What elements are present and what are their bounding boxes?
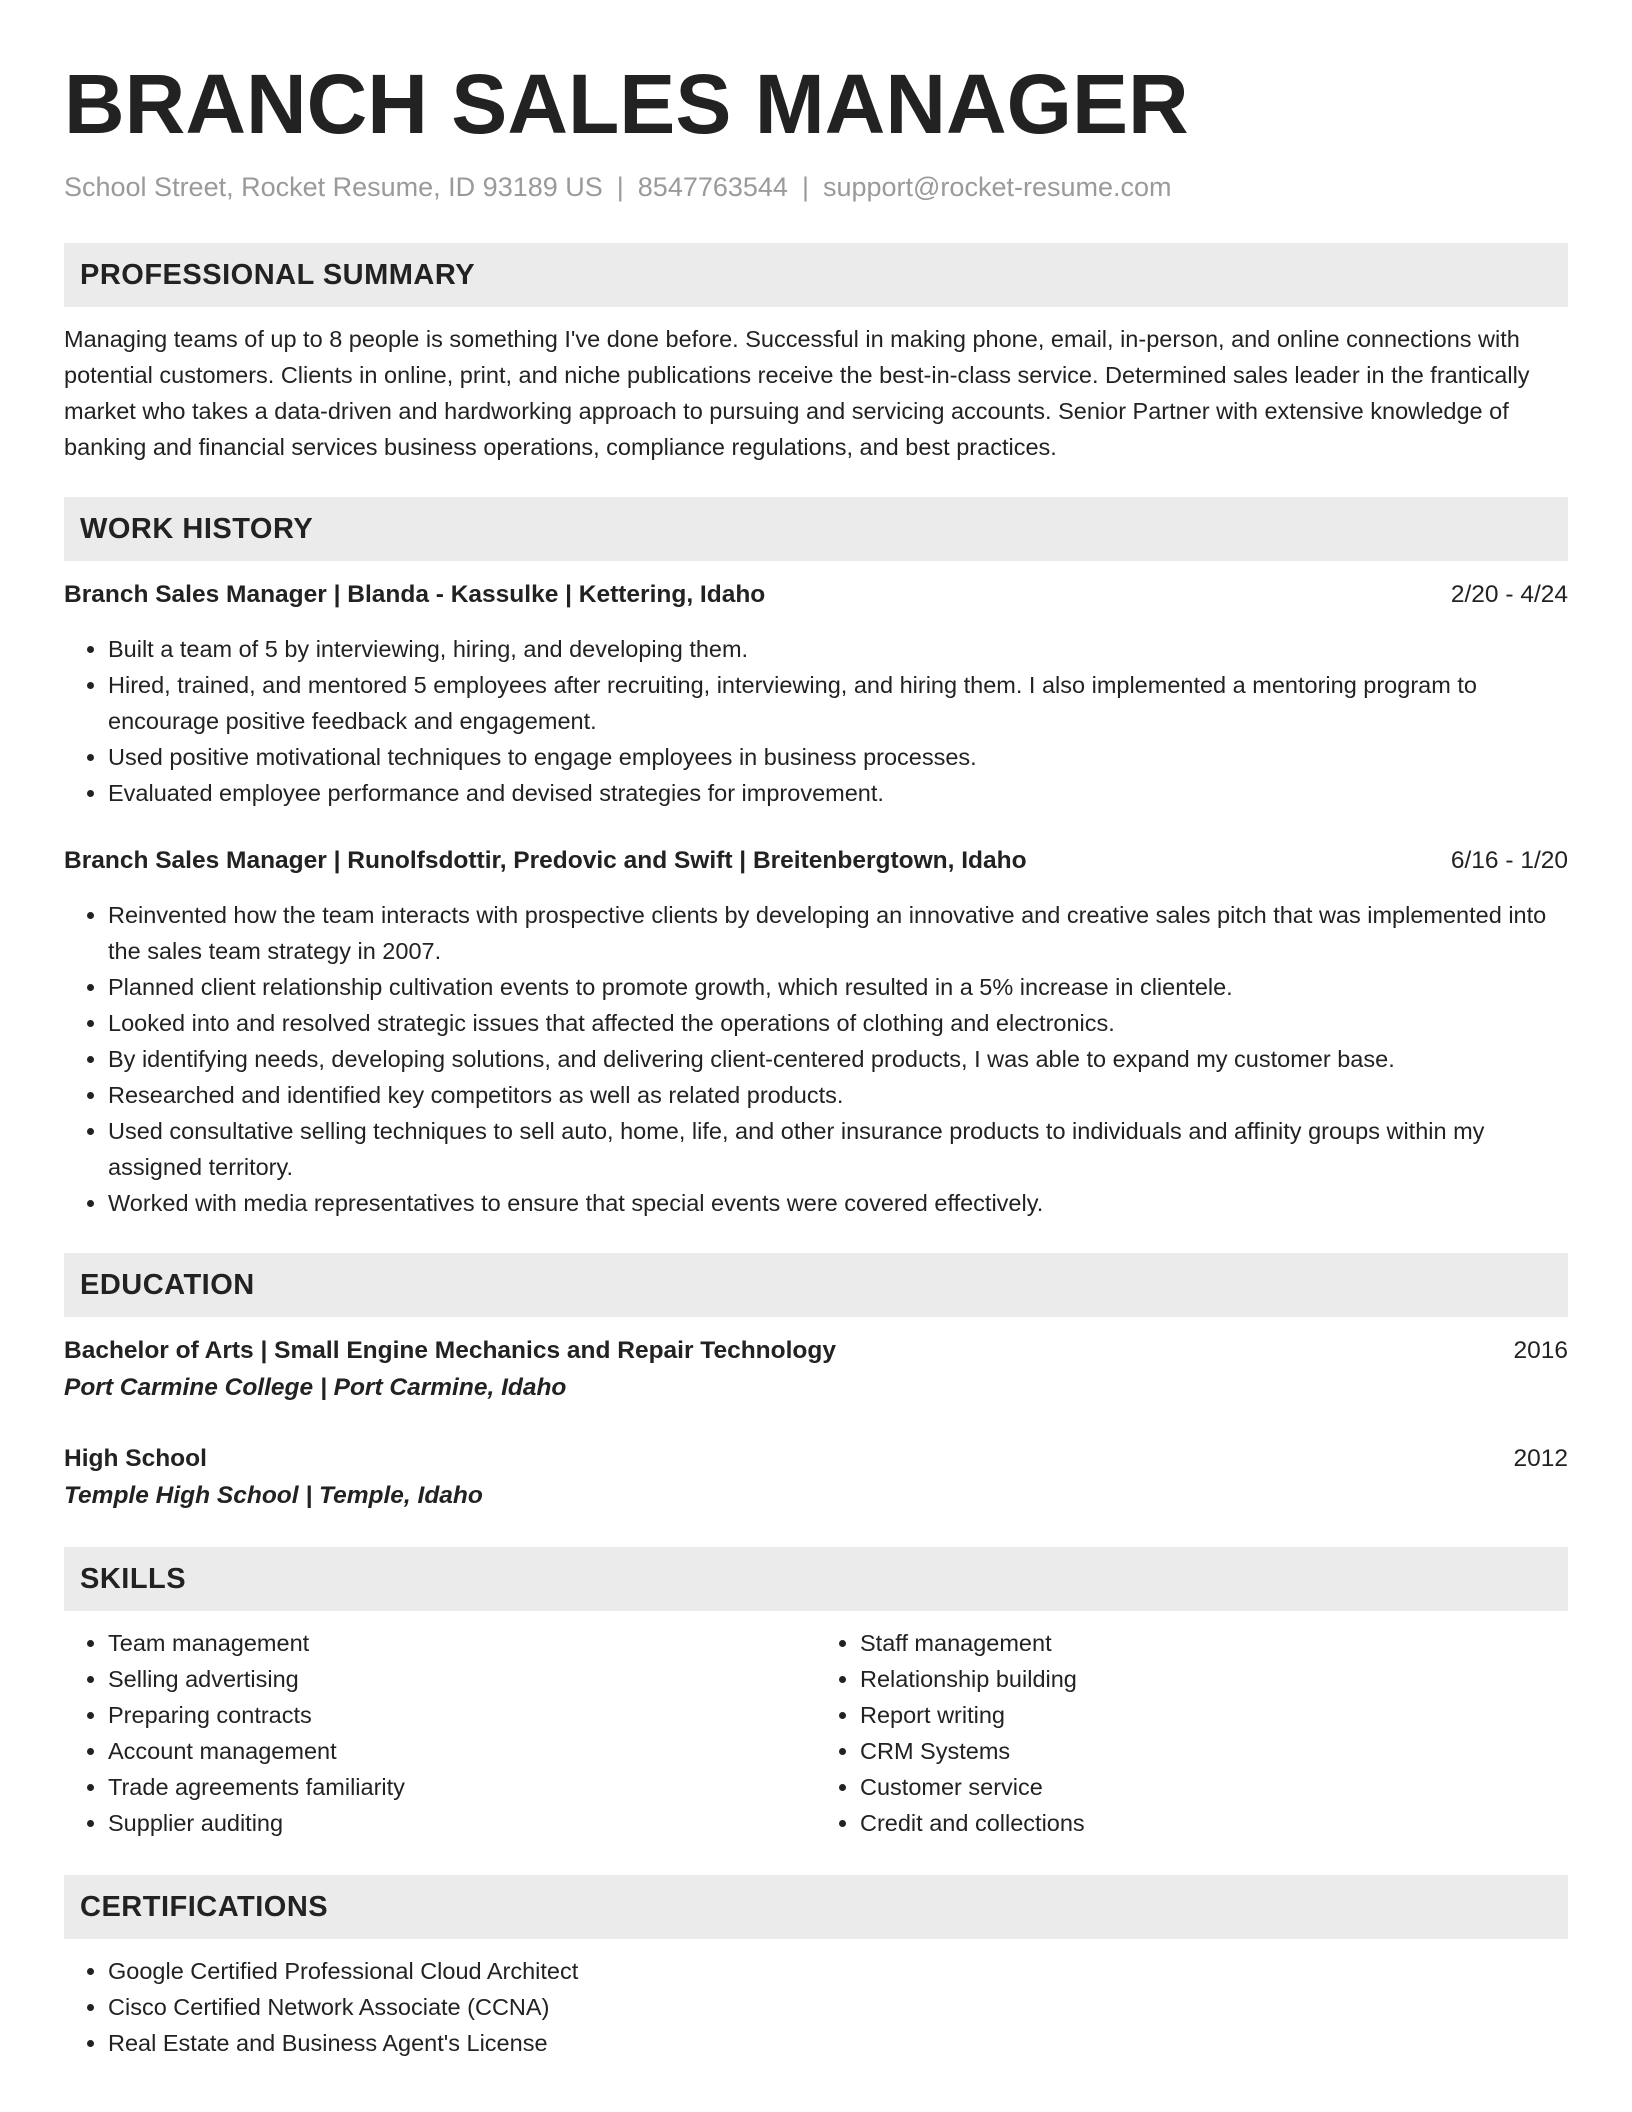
skills-grid [64,1625,1568,1841]
certification-item: • Google Certified Professional Cloud Architect [108,1953,1568,1989]
job-bullet: • By identifying needs, developing solutions, and delivering client-centered products, I was able to expand my customer base. [108,1041,1568,1077]
work-history-heading: WORK HISTORY [64,497,1568,561]
job-title: Branch Sales Manager | Blanda - Kassulke | Kettering, Idaho [64,581,766,608]
certifications-list [64,1953,1568,2061]
skill-item: • Supplier auditing [108,1805,816,1841]
summary-heading: PROFESSIONAL SUMMARY [64,243,1568,307]
skill-item: • Relationship building [860,1661,1568,1697]
skill-item: • Customer service [860,1769,1568,1805]
contact-separator: | [801,172,809,202]
skill-item: • Preparing contracts [108,1697,816,1733]
skill-item: • Report writing [860,1697,1568,1733]
contact-email: support@rocket-resume.com [822,172,1172,202]
skills-heading: SKILLS [64,1547,1568,1611]
job-header [64,577,1568,613]
skill-item: • CRM Systems [860,1733,1568,1769]
job-bullet: • Reinvented how the team interacts with prospective clients by developing an innovative and creative sales pitch that was implemented into the sales team strategy in 2007. [108,897,1568,969]
job-dates: 2/20 - 4/24 [1450,581,1568,608]
education-degree: High School [64,1445,207,1472]
education-year: 2016 [1513,1337,1568,1364]
job-bullets [64,897,1568,1221]
job-entry [64,843,1568,1221]
job-dates: 6/16 - 1/20 [1450,847,1568,874]
contact-line [64,170,1568,204]
education-header [64,1333,1568,1369]
job-bullet: • Hired, trained, and mentored 5 employees after recruiting, interviewing, and hiring them. I also implemented a mentoring program to encourage positive feedback and engagement. [108,667,1568,739]
skills-list-right [816,1625,1568,1841]
contact-separator: | [616,172,624,202]
skill-item: • Trade agreements familiarity [108,1769,816,1805]
job-bullet: • Worked with media representatives to ensure that special events were covered effectively. [108,1185,1568,1221]
skill-item: • Credit and collections [860,1805,1568,1841]
education-entry [64,1333,1568,1407]
summary-text: Managing teams of up to 8 people is something I've done before. Successful in making phone, email, in-person, and online connections with potential customers. Clients in online, print, and niche publications receive the best-in-class service. Determined sales leader in the frantically market who takes a data-driven and hardworking approach to pursuing and servicing accounts. Senior Partner with extensive knowledge of banking and financial services business operations, compliance regulations, and best practices. [64,326,1530,460]
certification-item: • Cisco Certified Network Associate (CCNA) [108,1989,1568,2025]
skill-item: • Staff management [860,1625,1568,1661]
job-bullet: • Used consultative selling techniques to sell auto, home, life, and other insurance products to individuals and affinity groups within my assigned territory. [108,1113,1568,1185]
job-bullet: • Evaluated employee performance and devised strategies for improvement. [108,775,1568,811]
education-heading: EDUCATION [64,1253,1568,1317]
skill-item: • Account management [108,1733,816,1769]
skills-list-left [64,1625,816,1841]
education-school: Temple High School | Temple, Idaho [64,1482,483,1509]
job-bullets [64,631,1568,811]
education-year: 2012 [1513,1445,1568,1472]
job-bullet: • Researched and identified key competitors as well as related products. [108,1077,1568,1113]
certification-item: • Real Estate and Business Agent's License [108,2025,1568,2061]
certifications-heading: CERTIFICATIONS [64,1875,1568,1939]
skill-item: • Selling advertising [108,1661,816,1697]
contact-phone: 8547763544 [637,172,788,202]
job-entry [64,577,1568,811]
education-header [64,1441,1568,1477]
job-header [64,843,1568,879]
contact-address: School Street, Rocket Resume, ID 93189 US [64,172,603,202]
resume-title: BRANCH SALES MANAGER [64,57,1189,151]
education-school: Port Carmine College | Port Carmine, Idaho [64,1374,567,1401]
job-bullet: • Planned client relationship cultivation events to promote growth, which resulted in a 5% increase in clientele. [108,969,1568,1005]
education-entry [64,1441,1568,1515]
skill-item: • Team management [108,1625,816,1661]
job-bullet: • Built a team of 5 by interviewing, hiring, and developing them. [108,631,1568,667]
education-degree: Bachelor of Arts | Small Engine Mechanics and Repair Technology [64,1337,836,1364]
job-bullet: • Looked into and resolved strategic issues that affected the operations of clothing and electronics. [108,1005,1568,1041]
job-bullet: • Used positive motivational techniques to engage employees in business processes. [108,739,1568,775]
job-title: Branch Sales Manager | Runolfsdottir, Predovic and Swift | Breitenbergtown, Idaho [64,847,1027,874]
